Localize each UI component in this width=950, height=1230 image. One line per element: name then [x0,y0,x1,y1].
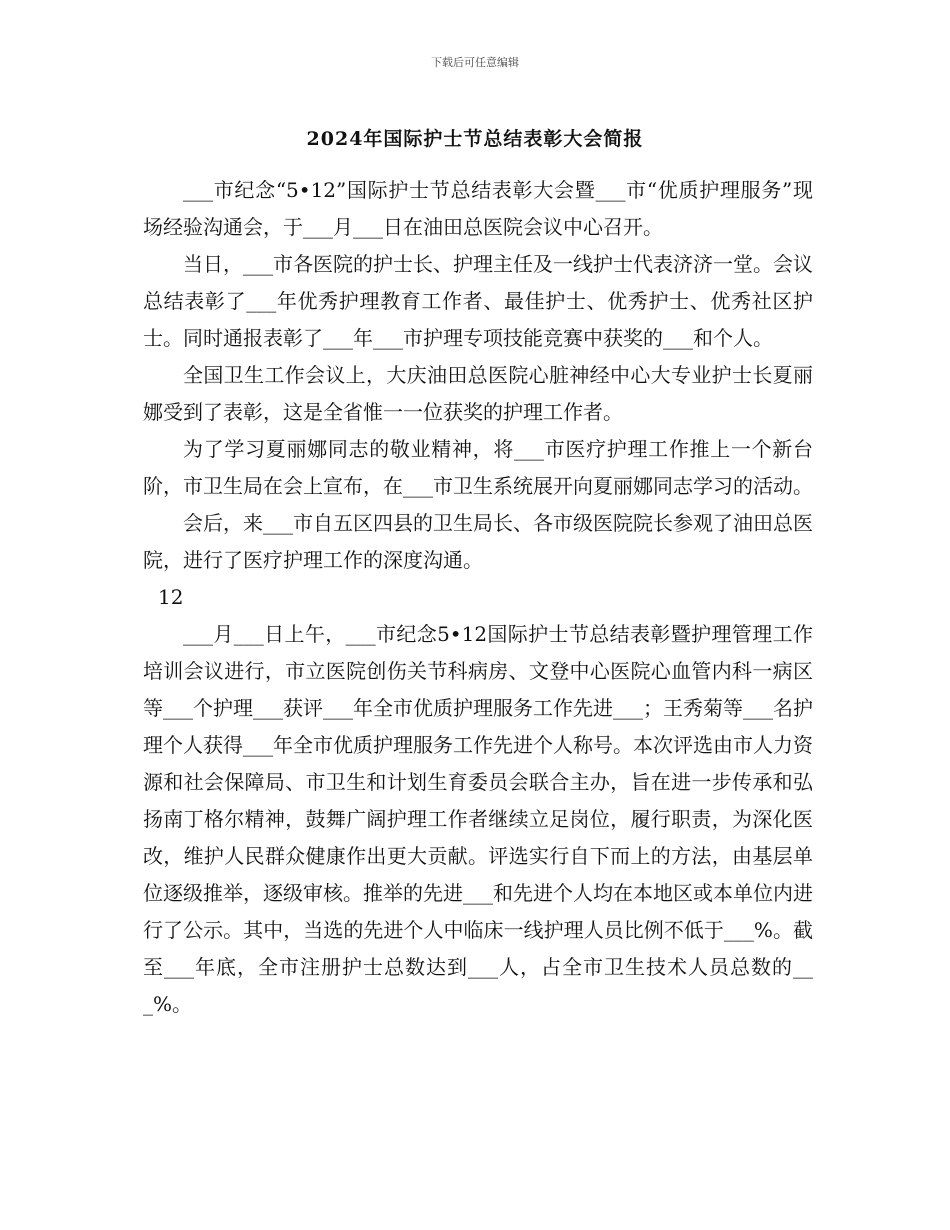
paragraph: ___月___日上午，___市纪念5•12国际护士节总结表彰暨护理管理工作培训会议进行，市立医院创伤关节科病房、文登中心医院心血管内科一病区等___个护理___获评___年全市优质护理服务工作先进___；王秀菊等___名护理个人获得___年全市优质护理服务工作先进个人称号。本次评选由市人力资源和社会保障局、市卫生和计划生育委员会联合主办，旨在进一步传承和弘扬南丁格尔精神，鼓舞广阔护理工作者继续立足岗位，履行职责，为深化医改，维护人民群众健康作出更大贡献。评选实行自下而上的方法，由基层单位逐级推举，逐级审核。推举的先进___和先进个人均在本地区或本单位内进行了公示。其中，当选的先进个人中临床一线护理人员比例不低于___%。截至___年底，全市注册护士总数达到___人，占全市卫生技术人员总数的___%。 [143,622,813,1016]
paragraph: 全国卫生工作会议上，大庆油田总医院心脏神经中心大专业护士长夏丽娜受到了表彰，这是全省惟一一位获奖的护理工作者。 [143,363,813,424]
header-note: 下载后可任意编辑 [431,56,519,69]
document-body [143,172,813,1023]
paragraph: 当日，___市各医院的护士长、护理主任及一线护士代表济济一堂。会议总结表彰了___年优秀护理教育工作者、最佳护士、优秀护士、优秀社区护士。同时通报表彰了___年___市护理专项技能竞赛中获奖的___和个人。 [143,252,813,350]
paragraph: 会后，来___市自五区四县的卫生局长、各市级医院院长参观了油田总医院，进行了医疗护理工作的深度沟通。 [143,511,813,572]
document-title: 2024年国际护士节总结表彰大会简报 [306,128,644,150]
paragraph: ___市纪念“5•12”国际护士节总结表彰大会暨___市“优质护理服务”现场经验沟通会，于___月___日在油田总医院会议中心召开。 [143,178,813,239]
section-number: 12 [158,585,184,609]
paragraph: 为了学习夏丽娜同志的敬业精神，将___市医疗护理工作推上一个新台阶，市卫生局在会上宣布，在___市卫生系统展开向夏丽娜同志学习的活动。 [143,437,813,498]
